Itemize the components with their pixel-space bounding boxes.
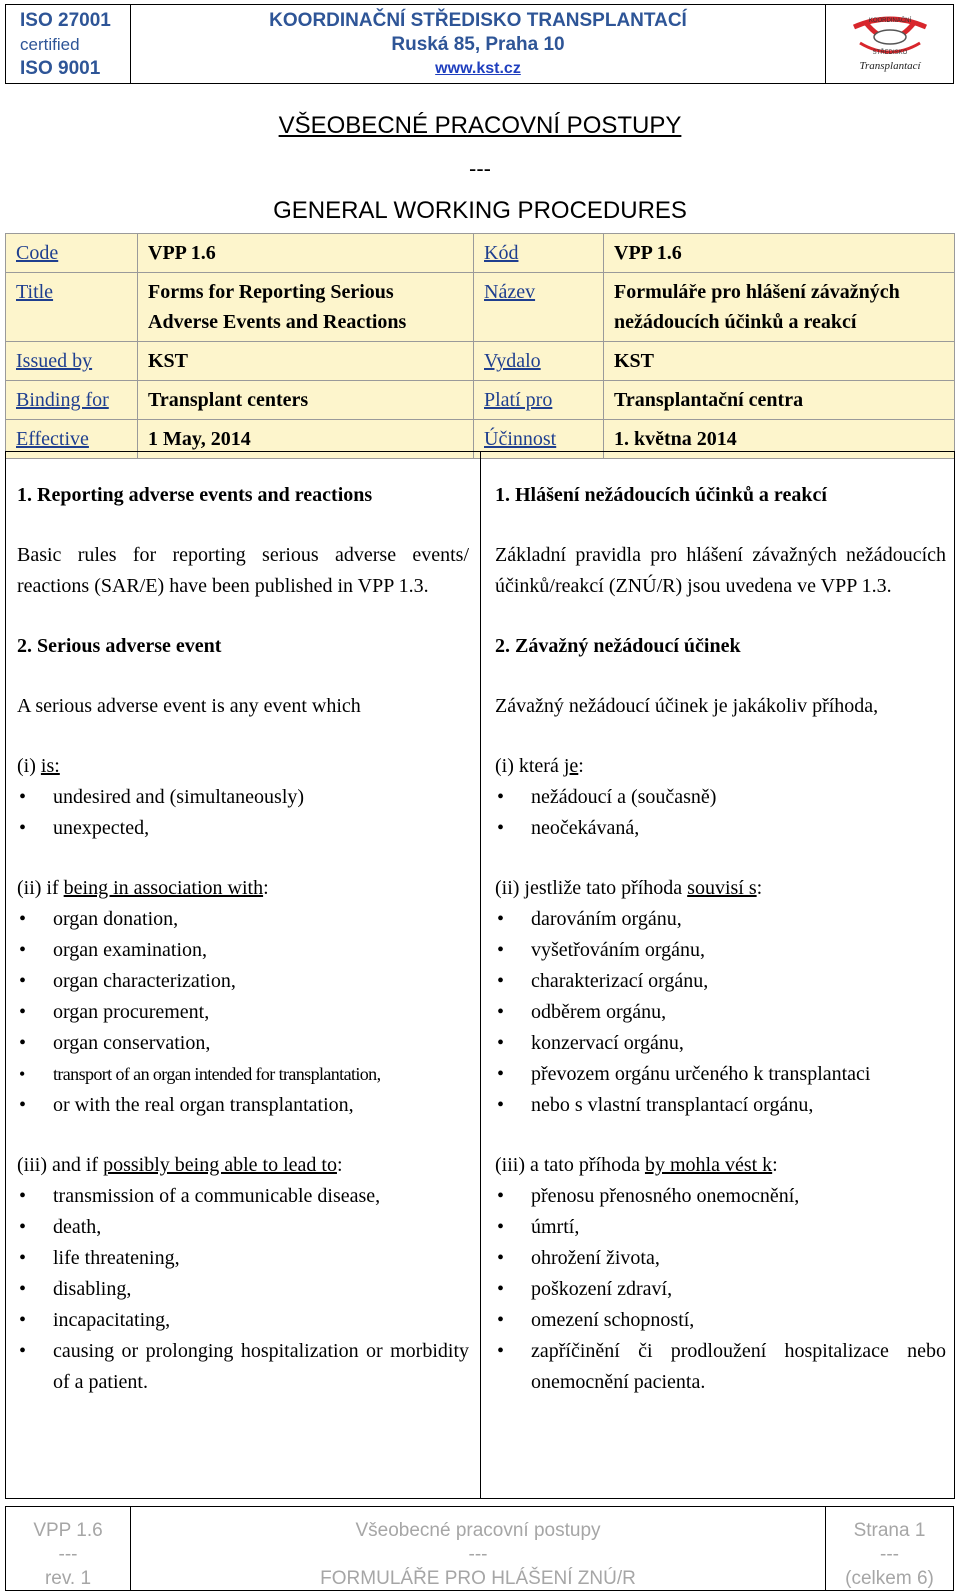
section-2-intro-cz: Závažný nežádoucí účinek je jakákoliv příhoda, [495,695,879,717]
list-item: • disabling, [17,1274,469,1305]
list-item: • transmission of a communicable disease, [17,1181,469,1212]
footer-document-title: FORMULÁŘE PRO HLÁŠENÍ ZNÚ/R [320,1568,636,1589]
list-item: • undesired and (simultaneously) [17,782,469,813]
criteria-iii-prefix: (iii) and if [17,1154,104,1176]
list-item: • omezení schopností, [495,1305,946,1336]
list-item: • konzervací orgánu, [495,1028,946,1059]
label-code: Code [6,234,138,273]
footer-doc-code [6,1507,131,1590]
criteria-iii-suffix: : [336,1154,343,1176]
document-metadata-table [5,233,955,459]
list-item: • neočekávaná, [495,813,946,844]
criteria-i-prefix: (i) [17,755,41,777]
criteria-i-suffix: : [578,755,584,777]
logo-mid-text: STŘEDISKO [872,50,907,56]
label-title: Title [6,273,138,342]
value-effective: 1 May, 2014 [138,420,474,459]
organization-address: Ruská 85, Praha 10 [391,34,565,55]
value-code: VPP 1.6 [138,234,474,273]
list-item: • převozem orgánu určeného k transplantaci [495,1059,946,1090]
criteria-iii-list-en [17,1181,469,1398]
value-title: Forms for Reporting Serious Adverse Events and Reactions [138,273,474,342]
criteria-iii-suffix: : [772,1154,778,1176]
value-nazev: Formuláře pro hlášení závažných nežádoucích účinků a reakcí [604,273,955,342]
list-item: • organ donation, [17,904,469,935]
footer-page-number [825,1507,953,1590]
list-item: • incapacitating, [17,1305,469,1336]
list-item: • organ procurement, [17,997,469,1028]
czech-column [495,480,946,1398]
footer-series-title: Všeobecné pracovní postupy [355,1520,601,1541]
criteria-iii-cz [495,1150,946,1181]
footer-revision: rev. 1 [44,1568,92,1589]
footer-separator: --- [468,1544,488,1565]
section-2-intro-en: A serious adverse event is any event which [17,695,361,717]
section-1-heading-cz: 1. Hlášení nežádoucích účinků a reakcí [495,484,827,506]
criteria-ii-cz [495,873,946,904]
document-header [5,4,954,84]
value-issued-by: KST [138,342,474,381]
label-plati-pro: Platí pro [474,381,604,420]
label-ucinnost: Účinnost [474,420,604,459]
page-title-english: GENERAL WORKING PROCEDURES [273,197,687,224]
list-item: • organ conservation, [17,1028,469,1059]
list-item: • odběrem orgánu, [495,997,946,1028]
footer-code: VPP 1.6 [33,1520,103,1541]
cert-iso-27001: ISO 27001 [20,10,111,31]
list-item: • organ examination, [17,935,469,966]
list-item: • přenosu přenosného onemocnění, [495,1181,946,1212]
list-item: • poškození zdraví, [495,1274,946,1305]
value-binding-for: Transplant centers [138,381,474,420]
section-1-heading-en: 1. Reporting adverse events and reactions [17,484,373,506]
list-item: • ohrožení života, [495,1243,946,1274]
footer-separator: --- [58,1544,78,1565]
criteria-ii-key: souvisí s [687,877,757,899]
section-2-heading-cz: 2. Závažný nežádoucí účinek [495,635,741,657]
criteria-ii-list-en [17,904,469,1121]
list-item: • nebo s vlastní transplantací orgánu, [495,1090,946,1121]
criteria-i-cz [495,751,946,782]
table-row [6,273,955,342]
criteria-ii-suffix: : [263,877,269,899]
criteria-iii-key: possibly being able to lead to [103,1154,337,1176]
list-item: • organ characterization, [17,966,469,997]
criteria-ii-prefix: (ii) jestliže tato příhoda [495,877,688,899]
kst-logo [825,5,953,83]
list-item: • transport of an organ intended for transplantation, [17,1059,469,1090]
table-row [6,381,955,420]
kst-logo-icon [840,13,940,75]
criteria-i-en [17,751,469,782]
document-footer [5,1506,954,1591]
criteria-ii-list-cz [495,904,946,1121]
list-item: • nežádoucí a (současně) [495,782,946,813]
page-title-czech: VŠEOBECNÉ PRACOVNÍ POSTUPY [278,112,682,139]
footer-doc-title [131,1507,825,1590]
value-kod: VPP 1.6 [604,234,955,273]
label-nazev: Název [474,273,604,342]
value-ucinnost: 1. května 2014 [604,420,955,459]
list-item: • vyšetřováním orgánu, [495,935,946,966]
label-vydalo: Vydalo [474,342,604,381]
criteria-i-key: is: [40,755,60,777]
label-kod: Kód [474,234,604,273]
footer-total-pages: (celkem 6) [845,1568,934,1589]
criteria-iii-list-cz [495,1181,946,1398]
label-issued-by: Issued by [6,342,138,381]
criteria-iii-en [17,1150,469,1181]
label-effective: Effective [6,420,138,459]
list-item: • darováním orgánu, [495,904,946,935]
criteria-iii-key: by mohla vést k [644,1154,773,1176]
english-column [17,480,469,1398]
cert-iso-9001: ISO 9001 [20,58,101,79]
organization-name: KOORDINAČNÍ STŘEDISKO TRANSPLANTACÍ [269,10,687,31]
table-row [6,342,955,381]
footer-separator: --- [880,1544,899,1565]
organization-block [131,5,825,83]
criteria-i-key: je [563,755,579,777]
column-divider [480,452,481,1498]
criteria-ii-key: being in association with [63,877,264,899]
list-item: • causing or prolonging hospitalization or morbidity of a patient. [17,1336,469,1398]
logo-script-text: Transplantací [858,60,921,72]
criteria-iii-prefix: (iii) a tato příhoda [495,1154,645,1176]
value-vydalo: KST [604,342,955,381]
section-1-text-cz: Základní pravidla pro hlášení závažných nežádoucích účinků/reakcí (ZNÚ/R) jsou uvedena ve VPP 1.3. [495,544,946,597]
cert-certified: certified [20,35,80,54]
criteria-ii-suffix: : [756,877,763,899]
list-item: • zapříčinění či prodloužení hospitalizace nebo onemocnění pacienta. [495,1336,946,1398]
criteria-i-prefix: (i) která [495,755,564,777]
footer-page: Strana 1 [853,1520,926,1541]
list-item: • úmrtí, [495,1212,946,1243]
logo-top-text: KOORDINAČNÍ [868,18,911,24]
organization-url-link[interactable]: www.kst.cz [435,60,521,77]
criteria-ii-prefix: (ii) if [17,877,64,899]
value-plati-pro: Transplantační centra [604,381,955,420]
list-item: • or with the real organ transplantation, [17,1090,469,1121]
title-separator: --- [469,156,491,181]
list-item: • life threatening, [17,1243,469,1274]
label-binding-for: Binding for [6,381,138,420]
criteria-i-list-cz [495,782,946,844]
table-row [6,234,955,273]
list-item: • charakterizací orgánu, [495,966,946,997]
list-item: • unexpected, [17,813,469,844]
criteria-i-list-en [17,782,469,844]
section-1-text-en: Basic rules for reporting serious adverse events/ reactions (SAR/E) have been published in VPP 1.3. [17,544,469,597]
certification-block [6,5,131,83]
list-item: • death, [17,1212,469,1243]
section-2-heading-en: 2. Serious adverse event [17,635,222,657]
criteria-ii-en [17,873,469,904]
document-body [5,451,955,1499]
